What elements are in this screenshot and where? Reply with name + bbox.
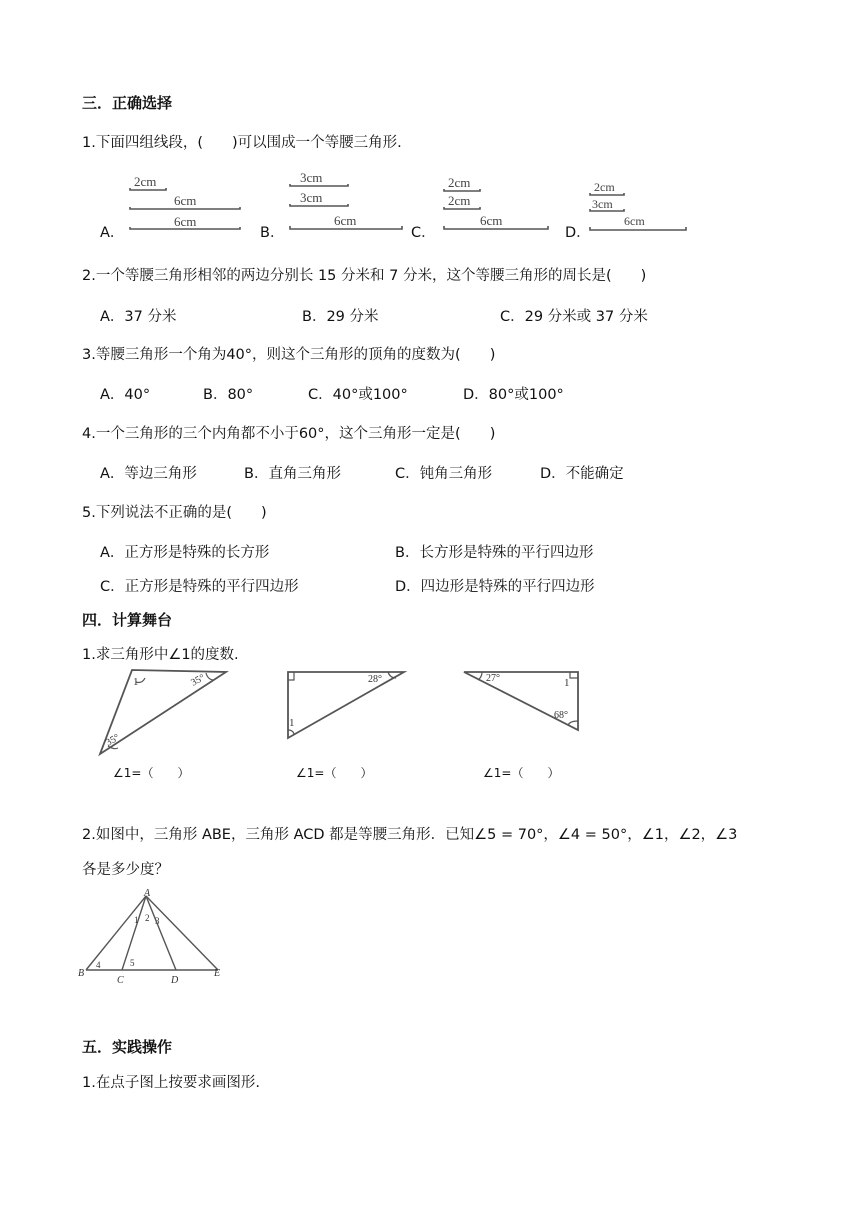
triangle-figure-2 [284,668,410,742]
fig3-angle-left: 27° [486,673,500,684]
seg-b1-label: 3cm [300,170,323,185]
fig1-angle-top: 35° [189,672,207,689]
q4-stem: 4.一个三角形的三个内角都不小于60°，这个三角形一定是( ) [82,426,496,442]
angle-5: 5 [130,958,135,968]
seg-a3-label: 6cm [174,214,197,229]
seg-d2-label: 3cm [592,197,613,211]
seg-c1-label: 2cm [448,175,471,190]
answer-blank-1[interactable]: ∠1=（ ） [113,766,190,780]
segment-options-figure [90,168,700,246]
q3-option-c: C．40°或100° [308,387,408,403]
section5-title: 五．实践操作 [82,1038,173,1056]
seg-d3-label: 6cm [624,214,645,228]
point-d: D [171,975,179,986]
fig2-angle: 28° [368,674,382,685]
s4-q2-line2: 各是多少度？ [82,862,169,878]
triangle-figure-3 [462,668,584,736]
q5-stem: 5.下列说法不正确的是( ) [82,505,267,521]
triangle-figure-1 [96,666,230,758]
q3-option-b: B．80° [203,387,254,403]
q5-option-a: A．正方形是特殊的长方形 [100,545,270,561]
fig1-mark: 1 [133,676,139,688]
q5-option-c: C．正方形是特殊的平行四边形 [100,579,299,595]
fig3-mark: 1 [564,677,570,689]
q1-option-a: A． [100,225,125,241]
s5-q1: 1.在点子图上按要求画图形. [82,1075,260,1091]
section4-title: 四．计算舞台 [82,611,173,629]
fig3-angle-bottom: 68° [554,710,568,721]
q3-option-a: A．40° [100,387,151,403]
q5-option-b: B．长方形是特殊的平行四边形 [395,545,594,561]
fig2-mark: 1 [289,717,295,729]
q4-option-a: A．等边三角形 [100,466,197,482]
answer-blank-3[interactable]: ∠1=（ ） [483,766,560,780]
q5-option-d: D．四边形是特殊的平行四边形 [395,579,595,595]
q2-option-a: A．37 分米 [100,309,177,325]
q2-stem: 2.一个等腰三角形相邻的两边分别长 15 分米和 7 分米，这个等腰三角形的周长是( ) [82,268,647,284]
s4-q2-line1: 2.如图中，三角形 ABE，三角形 ACD 都是等腰三角形．已知∠5 = 70°，∠4 = 50°，∠1，∠2，∠3 [82,827,738,843]
section3-title: 三．正确选择 [82,94,173,112]
point-c: C [117,975,124,986]
q1-option-b: B． [260,225,285,241]
angle-1: 1 [134,915,139,925]
q3-option-d: D．80°或100° [463,387,564,403]
q1-option-c: C． [411,225,436,241]
angle-2: 2 [145,913,150,923]
point-a: A [144,888,151,899]
seg-a2-label: 6cm [174,193,197,208]
q2-option-b: B．29 分米 [302,309,379,325]
answer-blank-2[interactable]: ∠1=（ ） [296,766,373,780]
q4-option-c: C．钝角三角形 [395,466,493,482]
point-b: B [78,968,85,979]
seg-c3-label: 6cm [480,213,503,228]
q2-option-c: C．29 分米或 37 分米 [500,309,648,325]
q3-stem: 3.等腰三角形一个角为40°，则这个三角形的顶角的度数为( ) [82,347,496,363]
fig1-angle-bottom: 35° [104,732,122,749]
seg-b2-label: 3cm [300,190,323,205]
q4-option-b: B．直角三角形 [244,466,341,482]
s4-q1-stem: 1.求三角形中∠1的度数. [82,647,239,663]
seg-b3-label: 6cm [334,213,357,228]
angle-4: 4 [96,960,101,970]
q1-stem: 1.下面四组线段，( )可以围成一个等腰三角形. [82,135,402,151]
seg-d1-label: 2cm [594,180,615,194]
q4-option-d: D．不能确定 [540,466,624,482]
angle-3: 3 [155,916,160,926]
seg-c2-label: 2cm [448,193,471,208]
q1-option-d: D． [565,225,591,241]
point-e: E [214,968,221,979]
seg-a1-label: 2cm [134,174,157,189]
isosceles-figure [78,888,228,990]
